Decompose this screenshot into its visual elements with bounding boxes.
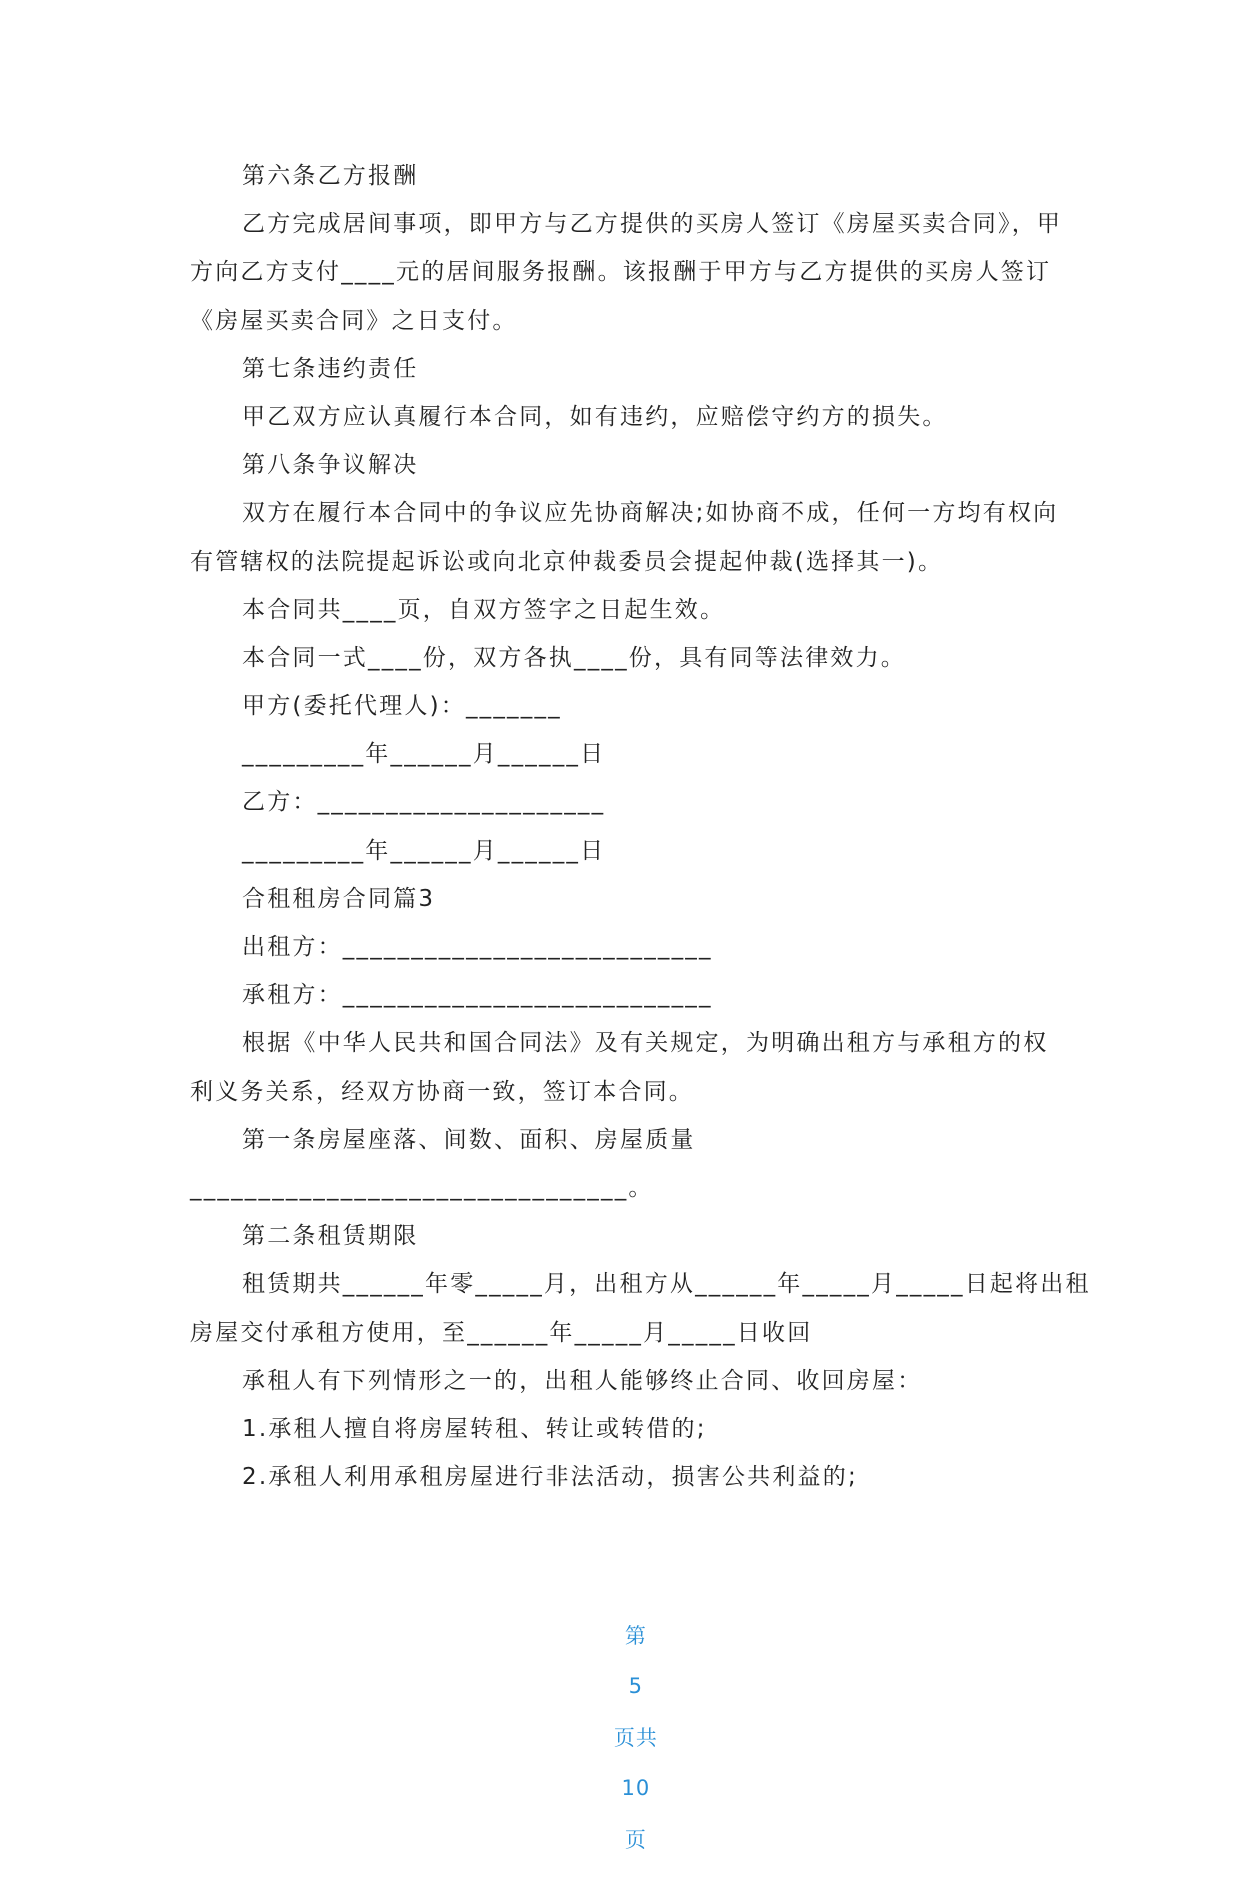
text-line: 房屋交付承租方使用，至______年_____月_____日收回 <box>190 1319 813 1346</box>
text-line: 双方在履行本合同中的争议应先协商解决;如协商不成，任何一方均有权向 <box>242 500 1059 527</box>
text-line: 有管辖权的法院提起诉讼或向北京仲裁委员会提起仲裁(选择其一)。 <box>190 548 944 575</box>
text-line: 租赁期共______年零_____月，出租方从______年_____月_____日起将出租 <box>242 1271 1091 1298</box>
document-body <box>190 152 1091 1501</box>
text-line: 本合同一式____份，双方各执____份，具有同等法律效力。 <box>242 644 906 671</box>
text-line: 利义务关系，经双方协商一致，签订本合同。 <box>190 1078 694 1105</box>
text-line: 方向乙方支付____元的居间服务报酬。该报酬于甲方与乙方提供的买房人签订 <box>190 259 1052 286</box>
text-line: 2.承租人利用承租房屋进行非法活动，损害公共利益的; <box>242 1464 858 1491</box>
text-line: 第六条乙方报酬 <box>242 163 419 189</box>
text-line: ________________________________。 <box>190 1174 654 1201</box>
footer-prefix: 第 <box>624 1624 647 1648</box>
text-line: 甲方(委托代理人)：_______ <box>242 693 562 720</box>
footer-page-number: 5 <box>628 1674 644 1698</box>
text-line: 合租租房合同篇3 <box>242 885 436 912</box>
text-line: 承租方：___________________________ <box>242 982 713 1009</box>
text-line: 甲乙双方应认真履行本合同，如有违约，应赔偿守约方的损失。 <box>242 403 948 430</box>
text-line: 乙方完成居间事项，即甲方与乙方提供的买房人签订《房屋买卖合同》，甲 <box>242 211 1063 238</box>
text-line: _________年______月______日 <box>242 741 606 768</box>
text-line: 第一条房屋座落、间数、面积、房屋质量 <box>242 1126 696 1153</box>
text-line: 本合同共____页，自双方签字之日起生效。 <box>242 596 726 623</box>
text-line: 1.承租人擅自将房屋转租、转让或转借的; <box>242 1415 707 1442</box>
text-line: 承租人有下列情形之一的，出租人能够终止合同、收回房屋： <box>242 1367 923 1394</box>
text-line: 乙方：_____________________ <box>242 789 606 816</box>
text-line: 第二条租赁期限 <box>242 1223 419 1250</box>
text-line: 第八条争议解决 <box>242 452 419 479</box>
footer-suffix: 页 <box>624 1828 647 1852</box>
text-line: _________年______月______日 <box>242 837 606 864</box>
text-line: 第七条违约责任 <box>242 355 419 382</box>
text-line: 《房屋买卖合同》之日支付。 <box>190 307 518 334</box>
page-footer <box>0 1596 1241 1878</box>
footer-middle: 页共 <box>613 1726 658 1750</box>
footer-total-pages: 10 <box>621 1776 651 1800</box>
text-line: 出租方：___________________________ <box>242 934 713 960</box>
text-line: 根据《中华人民共和国合同法》及有关规定，为明确出租方与承租方的权 <box>242 1030 1049 1057</box>
